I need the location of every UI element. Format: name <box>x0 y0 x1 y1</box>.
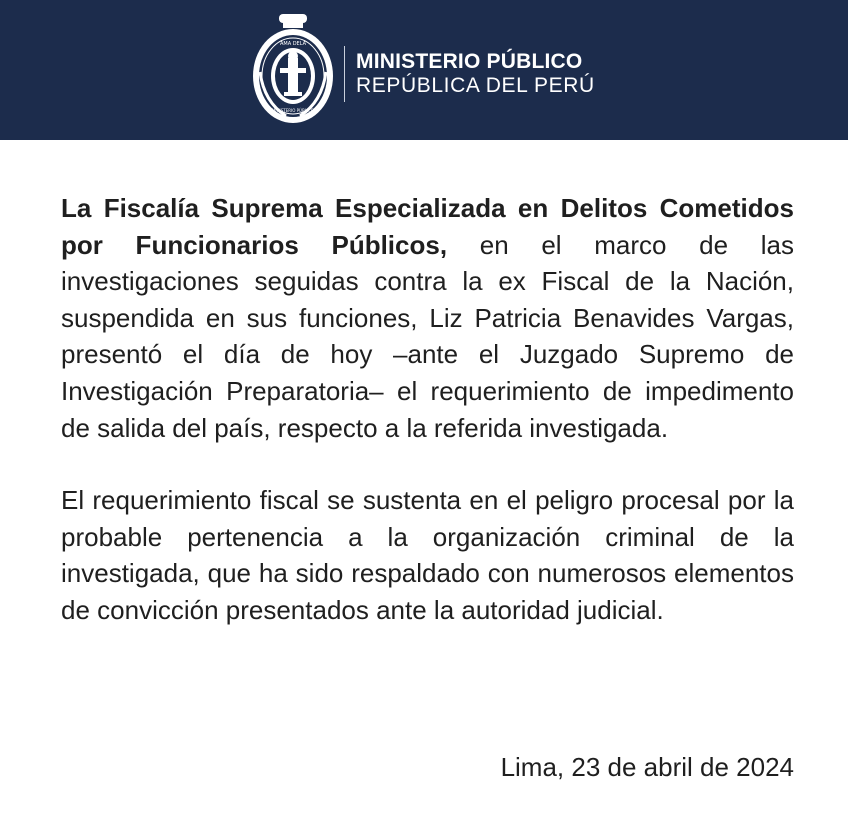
brand-block <box>356 50 595 98</box>
paragraph-2: El requerimiento fiscal se sustenta en el peligro procesal por la probable pertenencia a la organización criminal de la investigada, que ha sido respaldado con numerosos elementos de convicción presentados ante la autoridad judicial. <box>61 485 794 625</box>
brand-subtitle: REPÚBLICA DEL PERÚ <box>356 74 595 97</box>
seal-text-bottom: MINISTERIO PÚBLICO <box>271 108 315 113</box>
seal-text-top: AMA DELA <box>279 41 307 47</box>
header-banner <box>0 0 848 140</box>
dateline: Lima, 23 de abril de 2024 <box>500 752 794 782</box>
header-divider <box>344 46 345 102</box>
brand-title: MINISTERIO PÚBLICO <box>356 50 583 73</box>
statement-body <box>61 190 794 629</box>
paragraph-1-bold-lead: La Fiscalía Suprema Especializada en Delitos Cometidos por Funcionarios Públicos, <box>61 193 794 260</box>
paragraph-1-text: en el marco de las investigaciones seguidas contra la ex Fiscal de la Nación, suspendida en sus funciones, Liz Patricia Benavides Vargas, presentó el día de hoy –ante el Juzgado Supremo de Investigación Preparatoria– el requerimiento de impedimento de salida del país, respecto a la referida investigada. <box>61 229 794 443</box>
paragraph-1 <box>61 190 794 446</box>
ministerio-publico-seal-icon <box>250 12 336 128</box>
